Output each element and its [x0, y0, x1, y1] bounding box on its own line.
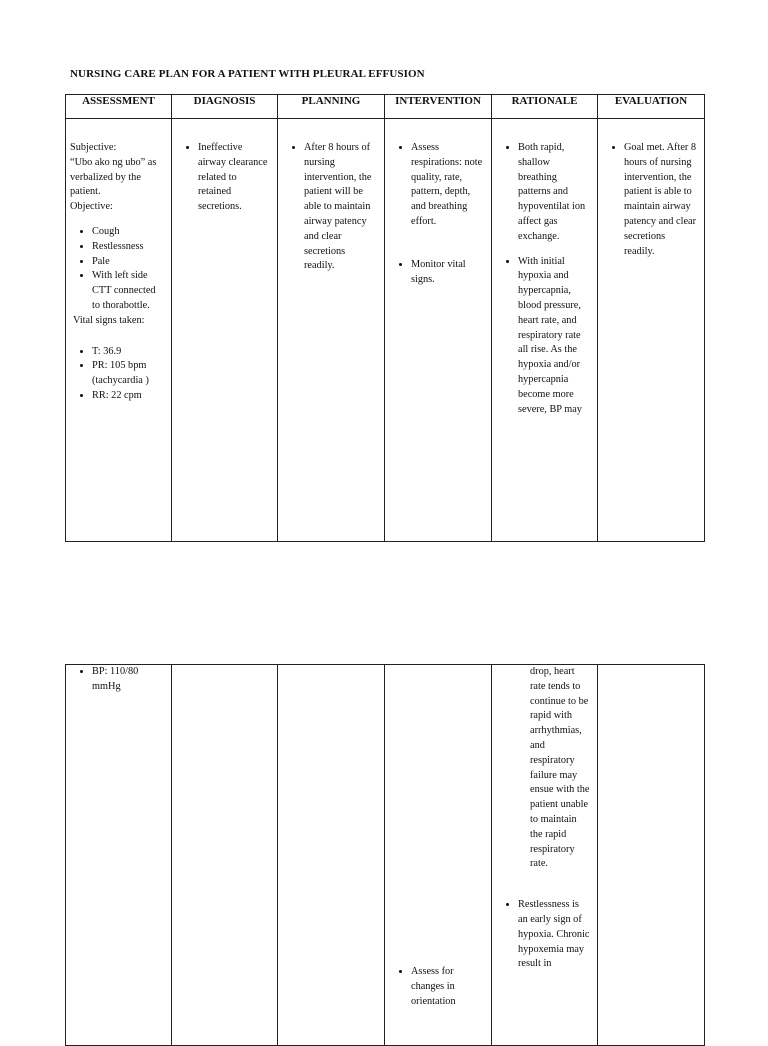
header-planning: PLANNING — [278, 95, 385, 119]
list-item: • Assess respirations: note quality, rate, pattern, depth, and breathing effort. — [411, 141, 485, 230]
header-rationale: RATIONALE — [492, 95, 598, 119]
list-item: • Goal met. After 8 hours of nursing intervention, the patient is able to maintain airway patency and clear secretions readily. — [624, 141, 698, 259]
list-item: • PR: 105 bpm (tachycardia ) — [92, 359, 165, 389]
evaluation-cell — [598, 119, 705, 542]
header-intervention: INTERVENTION — [385, 95, 492, 119]
care-plan-table — [65, 94, 705, 542]
table-row — [66, 119, 705, 542]
evaluation-cell-continued — [598, 665, 705, 1046]
rationale-list-continued — [492, 898, 597, 972]
document-title: NURSING CARE PLAN FOR A PATIENT WITH PLEURAL EFFUSION — [70, 68, 425, 80]
list-item: • RR: 22 cpm — [92, 389, 165, 404]
planning-list — [278, 141, 384, 274]
diagnosis-list — [172, 141, 277, 215]
list-item: • Both rapid, shallow breathing patterns and hypoventilat ion affect gas exchange. — [518, 141, 591, 245]
evaluation-list — [598, 141, 704, 259]
list-item: • With left side CTT connected to thorabottle. — [92, 269, 165, 313]
list-item: • Cough — [92, 225, 165, 240]
assessment-cell — [66, 119, 172, 542]
list-item: • Assess for changes in orientation — [411, 965, 485, 1009]
care-plan-table-continued — [65, 664, 705, 1046]
list-item: • Ineffective airway clearance related to retained secretions. — [198, 141, 271, 215]
table-row — [66, 665, 705, 1046]
header-evaluation: EVALUATION — [598, 95, 705, 119]
header-row — [66, 95, 705, 119]
list-item: • BP: 110/80 mmHg — [92, 665, 165, 695]
list-item: • With initial hypoxia and hypercapnia, blood pressure, heart rate, and respiratory rate all rise. As the hypoxia and/or hypercapnia become more severe, BP may — [518, 255, 591, 418]
intervention-cell-continued — [385, 665, 492, 1046]
list-item: • T: 36.9 — [92, 345, 165, 360]
subjective-label: Subjective: — [70, 142, 117, 153]
intervention-list — [385, 141, 491, 287]
vitals-label: Vital signs taken: — [73, 314, 145, 326]
objective-label: Objective: — [70, 201, 113, 213]
list-item: • Monitor vital signs. — [411, 258, 485, 288]
rationale-cell-continued — [492, 665, 598, 1046]
planning-cell-continued — [278, 665, 385, 1046]
rationale-list — [492, 141, 597, 417]
list-item: • Restlessness is an early sign of hypoxia. Chronic hypoxemia may result in — [518, 898, 591, 972]
rationale-continued-text: drop, heart rate tends to continue to be rapid with arrhythmias, and respiratory failure may ensue with the patient unable to maintain the rapid respiratory rate. — [530, 666, 590, 870]
list-item: • Pale — [92, 255, 165, 270]
list-item: • After 8 hours of nursing intervention, the patient will be able to maintain airway patency and clear secretions readily. — [304, 141, 378, 274]
diagnosis-cell — [172, 119, 278, 542]
list-item: • Restlessness — [92, 240, 165, 255]
vitals-list-continued — [66, 665, 171, 695]
header-diagnosis: DIAGNOSIS — [172, 95, 278, 119]
intervention-cell — [385, 119, 492, 542]
intervention-list-continued — [385, 965, 491, 1009]
diagnosis-cell-continued — [172, 665, 278, 1046]
assessment-cell-continued — [66, 665, 172, 1046]
objective-list — [66, 225, 171, 314]
subjective-quote: “Ubo ako ng ubo” as verbalized by the patient. — [70, 156, 157, 198]
vitals-list — [66, 345, 171, 404]
planning-cell — [278, 119, 385, 542]
rationale-cell — [492, 119, 598, 542]
header-assessment: ASSESSMENT — [66, 95, 172, 119]
